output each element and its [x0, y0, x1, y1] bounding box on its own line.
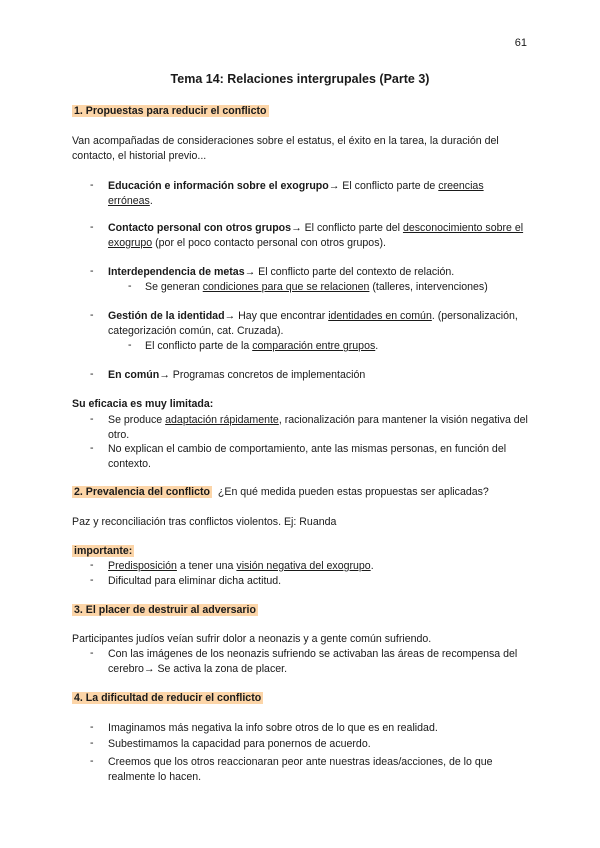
important-heading: importante:	[74, 545, 133, 557]
section-3-text: Participantes judíos veían sufrir dolor a neonazis y a gente común sufriendo.	[72, 633, 432, 645]
list-item: No explican el cambio de comportamiento, ante las mismas personas, en función del contexto.	[108, 443, 507, 470]
section-3-heading: 3. El placer de destruir al adversario	[74, 604, 256, 616]
list-item: Dificultad para eliminar dicha actitud.	[108, 575, 282, 587]
bullet-dash: -	[90, 368, 94, 380]
bullet-dash: -	[90, 265, 94, 277]
bullet-dash: -	[90, 755, 94, 767]
bullet-dash: -	[90, 574, 94, 586]
list-item: Creemos que los otros reaccionaran peor ante nuestras ideas/acciones, de lo que realmente lo hacen.	[108, 756, 493, 783]
bullet-dash: -	[128, 339, 132, 351]
bullet-dash: -	[90, 442, 94, 454]
list-item: Se produce adaptación rápidamente, racionalización para mantener la visión negativa del otro.	[108, 414, 528, 441]
efficacy-heading: Su eficacia es muy limitada:	[72, 398, 214, 410]
list-item: Gestión de la identidad→ Hay que encontrar identidades en común. (personalización, categorización común, cat. Cruzada).	[108, 310, 518, 337]
bullet-dash: -	[90, 737, 94, 749]
bullet-dash: -	[90, 221, 94, 233]
page-title: Tema 14: Relaciones intergrupales (Parte 3)	[170, 72, 430, 86]
list-item: Educación e información sobre el exogrupo→ El conflicto parte de creencias erróneas.	[108, 180, 484, 207]
bullet-dash: -	[90, 647, 94, 659]
list-item: Interdependencia de metas→ El conflicto parte del contexto de relación.	[108, 266, 455, 278]
bullet-dash: -	[90, 413, 94, 425]
bullet-dash: -	[90, 559, 94, 571]
list-item: Con las imágenes de los neonazis sufriendo se activaban las áreas de recompensa del cerebro→ Se activa la zona de placer.	[108, 648, 518, 675]
list-item: Predisposición a tener una visión negativa del exogrupo.	[108, 560, 374, 572]
page-number: 61	[514, 37, 527, 49]
bullet-dash: -	[90, 309, 94, 321]
list-item: Contacto personal con otros grupos→ El conflicto parte del desconocimiento sobre el exogrupo (por el poco contacto personal con otros grupos).	[108, 222, 524, 249]
bullet-dash: -	[90, 179, 94, 191]
section-1-intro: Van acompañadas de consideraciones sobre el estatus, el éxito en la tarea, la duración del contacto, el historial previo...	[72, 135, 499, 162]
list-item: En común→ Programas concretos de implementación	[108, 369, 366, 381]
bullet-dash: -	[90, 721, 94, 733]
list-item: El conflicto parte de la comparación entre grupos.	[145, 340, 379, 352]
list-item: Se generan condiciones para que se relacionen (talleres, intervenciones)	[145, 281, 488, 293]
section-1-heading: 1. Propuestas para reducir el conflicto	[74, 105, 267, 117]
section-2-text: Paz y reconciliación tras conflictos violentos. Ej: Ruanda	[72, 516, 337, 528]
section-4-heading: 4. La dificultad de reducir el conflicto	[74, 692, 262, 704]
bullet-dash: -	[128, 280, 132, 292]
section-2-heading: 2. Prevalencia del conflicto ¿En qué medida pueden estas propuestas ser aplicadas?	[74, 486, 489, 498]
list-item: Subestimamos la capacidad para ponernos de acuerdo.	[108, 738, 371, 750]
list-item: Imaginamos más negativa la info sobre otros de lo que es en realidad.	[108, 722, 438, 734]
